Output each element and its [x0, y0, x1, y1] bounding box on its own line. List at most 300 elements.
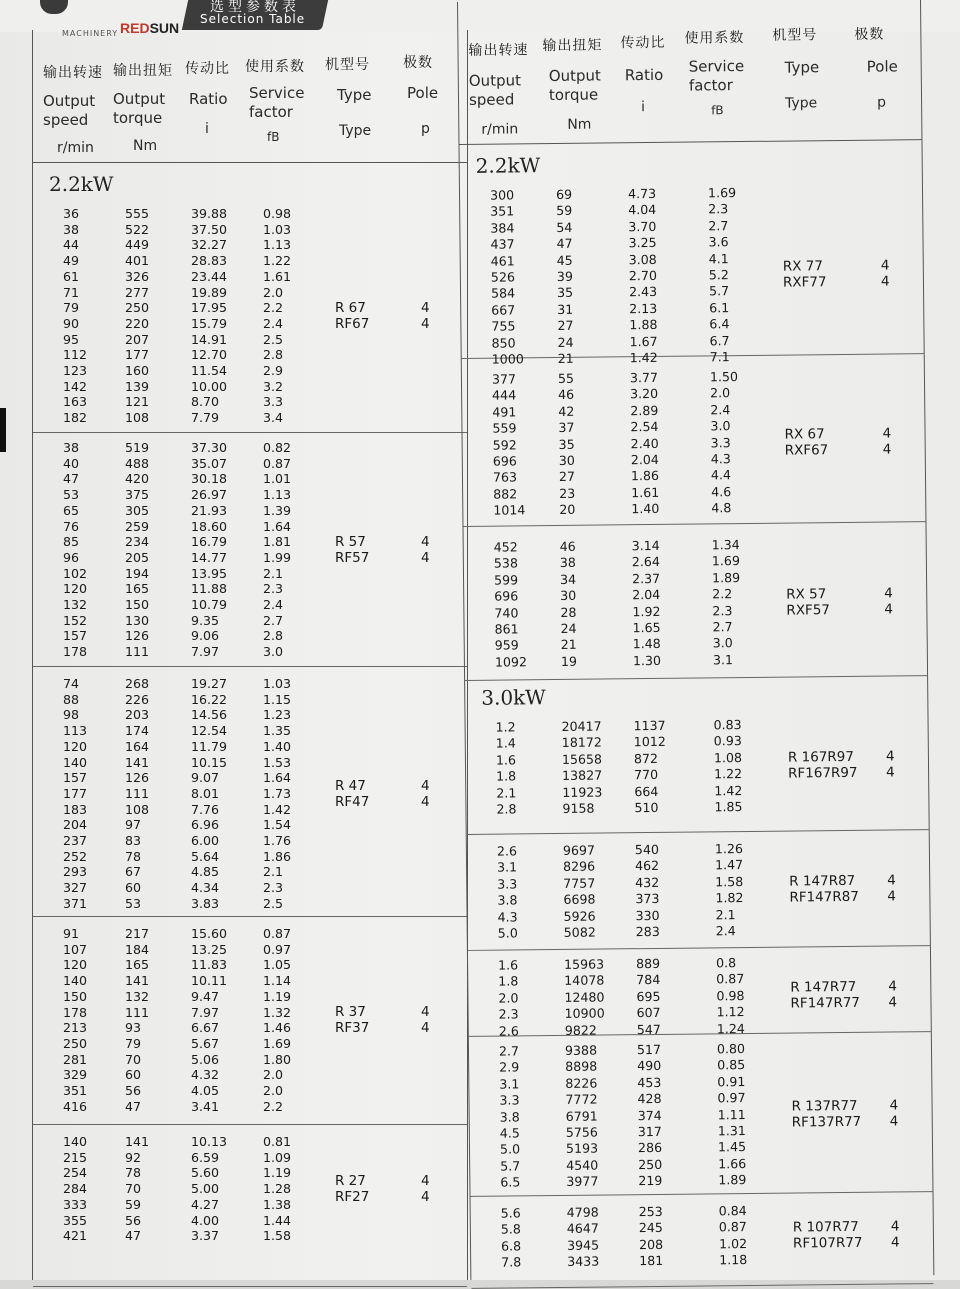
table-cell: 420 [125, 471, 150, 487]
table-cell: 5.67 [191, 1035, 220, 1051]
table-cell: 3.8 [499, 1108, 520, 1125]
table-cell: 3.1 [712, 651, 734, 668]
table-cell: 2.3 [263, 581, 284, 597]
table-cell: 3.70 [628, 218, 657, 235]
pole-count: 4 [880, 257, 890, 274]
left-block [33, 668, 467, 917]
table-cell: 40 [63, 455, 80, 471]
table-cell: 3433 [567, 1253, 600, 1270]
table-cell: 5756 [565, 1124, 598, 1140]
table-cell: 3.1 [496, 859, 518, 876]
table-cell: 164 [125, 738, 150, 754]
table-cell: 5.00 [191, 1181, 220, 1197]
pole-count: 4 [421, 777, 430, 794]
table-cell: 49 [63, 253, 80, 269]
table-cell: 16.79 [191, 534, 228, 550]
table-cell: 599 [493, 572, 519, 588]
table-cell: 120 [63, 957, 88, 973]
header-speed-en: Output speed [43, 92, 96, 129]
table-cell: 204 [63, 817, 88, 833]
table-cell: 8.70 [191, 394, 220, 410]
table-cell: 234 [125, 534, 150, 550]
table-cell: 2.8 [263, 347, 284, 363]
table-cell: 35 [558, 436, 575, 452]
table-cell: 1.64 [263, 518, 292, 534]
header-torque-unit: Nm [567, 116, 592, 133]
model-type: R 147R87 [789, 873, 856, 890]
table-cell: 695 [636, 988, 661, 1004]
table-cell: 8226 [565, 1075, 598, 1091]
table-cell: 11.83 [191, 957, 228, 973]
table-cell: 2.7 [498, 1043, 520, 1059]
table-cell: 4798 [566, 1204, 599, 1220]
table-cell: 2.1 [496, 785, 517, 801]
table-cell: 1.30 [632, 652, 662, 668]
model-type: R 57 [335, 533, 366, 550]
table-cell: 67 [125, 864, 142, 880]
table-cell: 15.79 [191, 315, 228, 331]
table-cell: 526 [490, 269, 516, 285]
header-type-en: Type [337, 86, 372, 104]
table-cell: 157 [63, 628, 88, 644]
header-pole [854, 23, 898, 110]
table-cell: 0.87 [718, 1219, 747, 1235]
table-cell: 14078 [564, 972, 605, 989]
table-cell: 6.1 [709, 299, 730, 316]
table-cell: 13.95 [191, 565, 228, 581]
table-cell: 165 [125, 957, 150, 973]
pole-count: 4 [887, 872, 896, 889]
table-cell: 126 [125, 628, 150, 644]
table-cell: 34 [559, 571, 577, 587]
model-type: RF107R77 [792, 1234, 863, 1252]
table-cell: 0.97 [263, 941, 292, 957]
table-cell: 14.91 [191, 331, 228, 347]
table-cell: 2.1 [263, 864, 284, 880]
header-factor-unit: fB [711, 103, 724, 118]
pole-count: 4 [890, 1234, 900, 1251]
model-type: R 37 [335, 1004, 366, 1021]
table-cell: 2.6 [496, 843, 518, 859]
pole-count: 4 [887, 888, 897, 905]
table-cell: 205 [125, 549, 150, 565]
table-cell: 54 [556, 219, 573, 235]
header-pole [403, 52, 438, 137]
table-cell: 1.89 [718, 1172, 747, 1188]
table-cell: 24 [560, 620, 577, 636]
table-cell: 1.76 [263, 833, 292, 848]
table-cell: 351 [63, 1083, 88, 1098]
table-cell: 1.53 [263, 754, 292, 770]
table-cell: 79 [63, 300, 80, 316]
table-cell: 2.89 [630, 402, 659, 419]
table-cell: 21 [560, 637, 577, 653]
table-cell: 1.82 [715, 890, 744, 906]
table-cell: 3945 [566, 1237, 600, 1253]
table-cell: 2.37 [631, 570, 661, 586]
table-cell: 14.77 [191, 549, 228, 565]
model-type: RF27 [335, 1188, 370, 1205]
table-cell: 3.0 [712, 635, 733, 651]
table-cell: 93 [125, 1020, 142, 1036]
table-cell: 2.4 [263, 597, 284, 612]
table-cell: 254 [63, 1165, 88, 1181]
table-cell: 1.45 [717, 1139, 747, 1155]
table-cell: 286 [637, 1140, 663, 1156]
table-cell: 452 [493, 539, 518, 555]
table-cell: 1000 [491, 351, 524, 367]
table-cell: 540 [634, 841, 660, 858]
table-cell: 16.22 [191, 691, 228, 707]
table-cell: 10.79 [191, 597, 228, 612]
table-cell: 1.69 [263, 1035, 292, 1051]
table-cell: 327 [63, 880, 88, 896]
table-cell: 61 [63, 268, 80, 284]
table-cell: 78 [125, 1165, 142, 1181]
table-cell: 2.04 [632, 587, 661, 603]
table-cell: 47 [556, 235, 573, 252]
pole-count: 4 [421, 1004, 430, 1021]
table-cell: 2.0 [498, 990, 519, 1006]
table-cell: 377 [491, 371, 517, 387]
table-cell: 2.3 [708, 201, 729, 217]
table-cell: 19 [560, 653, 578, 669]
table-cell: 0.8 [715, 955, 737, 971]
table-cell: 2.8 [496, 801, 517, 817]
table-cell: 355 [63, 1212, 88, 1228]
table-cell: 428 [637, 1091, 662, 1107]
pole-count: 4 [889, 1113, 899, 1130]
table-cell: 120 [63, 581, 88, 597]
table-cell: 5.7 [500, 1158, 521, 1174]
header-speed-cn: 输出转速 [43, 65, 103, 81]
model-type: RF57 [335, 549, 370, 566]
table-cell: 142 [63, 378, 88, 394]
header-torque [113, 60, 173, 154]
table-cell: 277 [125, 284, 150, 300]
table-cell: 4.85 [191, 864, 220, 880]
table-cell: 38 [63, 221, 80, 237]
table-cell: 0.98 [263, 206, 292, 221]
table-cell: 69 [555, 186, 573, 202]
table-cell: 132 [125, 988, 150, 1004]
header-factor-en: Service factor [249, 84, 305, 121]
table-cell: 47 [63, 471, 80, 487]
table-cell: 140 [63, 973, 88, 989]
table-cell: 71 [63, 284, 80, 300]
table-cell: 108 [125, 410, 150, 426]
right-block [462, 355, 926, 527]
table-cell: 178 [63, 1004, 88, 1020]
table-cell: 1.22 [263, 253, 292, 269]
table-cell: 1.65 [632, 619, 661, 636]
header-type-unit: Type [784, 95, 818, 112]
table-cell: 253 [638, 1203, 663, 1220]
table-cell: 1.81 [263, 534, 292, 550]
table-cell: 384 [490, 220, 515, 236]
left-table [32, 30, 468, 1280]
table-cell: 432 [635, 874, 660, 890]
table-cell: 538 [493, 555, 519, 572]
table-cell: 4.4 [710, 467, 732, 483]
header-speed-en: Output speed [468, 71, 522, 109]
table-cell: 1.89 [711, 569, 741, 586]
pole-count: 4 [421, 299, 430, 316]
model-type: R 107R77 [792, 1218, 859, 1236]
table-cell: 4.3 [497, 909, 518, 925]
table-cell: 1.2 [495, 719, 516, 735]
table-cell: 4.3 [710, 451, 731, 467]
header-type [772, 24, 819, 111]
table-cell: 889 [636, 955, 661, 972]
table-cell: 91 [63, 926, 80, 941]
table-cell: 21 [557, 350, 574, 366]
left-block [33, 1126, 467, 1287]
table-cell: 0.80 [716, 1041, 746, 1057]
table-cell: 35.07 [191, 455, 228, 471]
table-cell: 12.54 [191, 723, 228, 739]
table-cell: 178 [63, 644, 88, 660]
table-cell: 181 [639, 1253, 664, 1269]
table-cell: 250 [638, 1156, 663, 1172]
table-cell: 217 [125, 926, 150, 941]
table-cell: 165 [125, 581, 150, 597]
model-type: RF147R77 [790, 994, 861, 1012]
table-cell: 11.79 [191, 738, 228, 754]
table-cell: 959 [494, 637, 519, 654]
right-table [457, 0, 934, 1280]
table-cell: 3.0 [710, 418, 731, 434]
table-cell: 1.13 [263, 487, 292, 503]
table-cell: 90 [63, 315, 80, 331]
table-cell: 696 [492, 453, 517, 469]
table-cell: 584 [490, 285, 516, 302]
table-cell: 268 [125, 676, 150, 691]
table-cell: 9.07 [191, 770, 220, 786]
table-cell: 97 [125, 817, 142, 833]
table-cell: 141 [125, 754, 150, 770]
table-cell: 300 [489, 187, 515, 203]
table-cell: 0.81 [263, 1134, 292, 1149]
table-cell: 305 [125, 502, 150, 518]
table-cell: 9158 [562, 800, 595, 816]
table-cell: 60 [125, 880, 142, 896]
model-type: RF67 [335, 315, 370, 332]
table-cell: 281 [63, 1051, 88, 1067]
table-cell: 3.77 [629, 369, 659, 386]
table-cell: 740 [494, 604, 519, 621]
table-cell: 259 [125, 518, 150, 534]
table-cell: 1.46 [263, 1020, 292, 1036]
table-cell: 113 [63, 723, 88, 739]
table-cell: 1.58 [715, 873, 744, 890]
table-cell: 1.48 [632, 636, 661, 652]
table-cell: 664 [634, 783, 659, 799]
table-cell: 2.54 [630, 419, 659, 435]
table-cell: 35 [556, 285, 574, 301]
table-cell: 10.11 [191, 973, 228, 989]
table-cell: 215 [63, 1149, 88, 1165]
header-factor [245, 56, 319, 144]
table-cell: 19.27 [191, 676, 228, 691]
table-cell: 140 [63, 1134, 88, 1149]
page-tab-marker [0, 408, 6, 452]
table-cell: 23.44 [191, 268, 228, 284]
table-cell: 667 [491, 302, 516, 318]
model-type: RXF67 [784, 441, 829, 459]
table-cell: 30.18 [191, 471, 228, 487]
table-cell: 17.95 [191, 300, 228, 316]
table-cell: 39 [556, 268, 573, 284]
table-cell: 1014 [493, 502, 526, 518]
table-cell: 1.67 [629, 333, 658, 349]
table-cell: 182 [63, 410, 88, 426]
table-cell: 6.5 [500, 1174, 521, 1190]
table-cell: 207 [125, 331, 150, 347]
table-cell: 0.87 [263, 926, 292, 941]
brand-subtitle: MACHINERY [62, 29, 119, 38]
table-cell: 36 [63, 206, 80, 221]
table-cell: 1.19 [263, 988, 292, 1004]
table-cell: 850 [491, 334, 516, 351]
right-block [460, 141, 924, 367]
right-table-header [458, 0, 921, 145]
table-cell: 2.7 [263, 612, 284, 628]
table-cell: 519 [125, 440, 150, 455]
table-cell: 0.93 [713, 733, 742, 749]
table-cell: 237 [63, 833, 88, 848]
table-cell: 5.60 [191, 1165, 220, 1181]
table-cell: 56 [125, 1083, 142, 1098]
table-cell: 88 [63, 691, 80, 707]
table-cell: 3.08 [628, 251, 657, 267]
table-cell: 28 [560, 604, 577, 620]
table-cell: 770 [634, 767, 659, 783]
table-cell: 3.37 [191, 1228, 220, 1244]
table-cell: 401 [125, 253, 150, 269]
table-cell: 140 [63, 754, 88, 770]
table-cell: 5193 [565, 1140, 599, 1157]
pole-count: 4 [886, 764, 895, 781]
table-cell: 3.3 [499, 1092, 520, 1108]
model-type: R 27 [335, 1172, 366, 1189]
table-cell: 872 [633, 750, 659, 766]
table-cell: 784 [636, 972, 661, 988]
table-cell: 14.56 [191, 707, 228, 723]
table-cell: 1.42 [263, 801, 292, 817]
table-cell: 5.0 [497, 925, 518, 941]
table-cell: 183 [63, 801, 88, 817]
table-cell: 5.8 [500, 1221, 521, 1237]
pole-count: 4 [888, 994, 898, 1011]
table-cell: 112 [63, 347, 88, 363]
table-cell: 2.2 [263, 1098, 284, 1114]
header-torque-cn: 输出扭矩 [113, 63, 173, 79]
table-cell: 7.76 [191, 801, 220, 817]
table-cell: 421 [63, 1228, 88, 1244]
table-cell: 111 [125, 785, 150, 801]
table-cell: 1.19 [263, 1165, 292, 1181]
table-cell: 123 [63, 363, 88, 378]
left-block [33, 918, 467, 1125]
table-cell: 371 [63, 895, 88, 911]
table-cell: 1.12 [716, 1004, 745, 1020]
table-cell: 763 [492, 469, 518, 486]
table-cell: 53 [125, 895, 142, 911]
table-cell: 5.2 [708, 267, 729, 283]
header-ratio-en: Ratio [624, 65, 664, 85]
table-cell: 5926 [563, 908, 596, 924]
table-cell: 0.82 [263, 440, 292, 455]
table-cell: 6.67 [191, 1020, 220, 1036]
table-cell: 0.83 [713, 717, 742, 733]
table-cell: 37.50 [191, 221, 228, 237]
table-cell: 27 [557, 317, 574, 334]
header-torque-unit: Nm [133, 138, 158, 154]
table-cell: 38 [63, 440, 80, 455]
table-cell: 150 [125, 597, 150, 612]
pole-count: 4 [421, 1172, 430, 1189]
table-cell: 20417 [561, 718, 602, 734]
table-cell: 6698 [563, 891, 596, 908]
table-cell: 2.4 [710, 401, 731, 418]
table-cell: 3.2 [263, 378, 284, 394]
pole-count: 4 [888, 978, 898, 995]
table-cell: 2.0 [263, 284, 284, 300]
table-cell: 1.86 [630, 468, 660, 484]
table-cell: 1.31 [717, 1123, 746, 1139]
header-type-cn: 机型号 [772, 27, 818, 44]
table-cell: 2.1 [263, 565, 284, 581]
pole-count: 4 [880, 273, 890, 290]
table-cell: 1.39 [263, 502, 292, 518]
table-cell: 12480 [564, 989, 605, 1005]
table-cell: 65 [63, 502, 80, 518]
table-cell: 18172 [561, 734, 602, 751]
table-cell: 375 [125, 487, 150, 503]
table-cell: 1.86 [263, 848, 292, 864]
table-cell: 177 [63, 785, 88, 801]
table-cell: 1.08 [713, 749, 743, 766]
table-cell: 213 [63, 1020, 88, 1036]
table-cell: 1.88 [629, 317, 658, 333]
table-cell: 0.84 [718, 1203, 747, 1219]
table-cell: 160 [125, 363, 150, 378]
table-cell: 10.13 [191, 1134, 228, 1149]
header-type-en: Type [784, 58, 820, 77]
header-speed-cn: 输出转速 [468, 42, 529, 59]
header-speed [468, 39, 531, 138]
table-cell: 9822 [564, 1022, 597, 1038]
table-cell: 95 [63, 331, 80, 347]
table-cell: 1.99 [263, 549, 292, 565]
table-cell: 15963 [564, 956, 605, 972]
table-cell: 1012 [633, 734, 666, 750]
table-cell: 59 [556, 203, 573, 219]
table-cell: 3.20 [630, 386, 659, 402]
table-cell: 4.6 [711, 483, 732, 500]
table-cell: 1092 [494, 654, 528, 670]
table-cell: 7.1 [709, 349, 730, 365]
header-ratio-unit: i [205, 121, 209, 137]
table-cell: 141 [125, 1134, 150, 1149]
table-cell: 5082 [563, 924, 596, 940]
table-cell: 3.0 [263, 644, 284, 660]
table-cell: 74 [63, 676, 80, 691]
table-cell: 1.42 [629, 349, 658, 366]
table-cell: 47 [125, 1098, 142, 1114]
table-cell: 517 [636, 1041, 662, 1058]
